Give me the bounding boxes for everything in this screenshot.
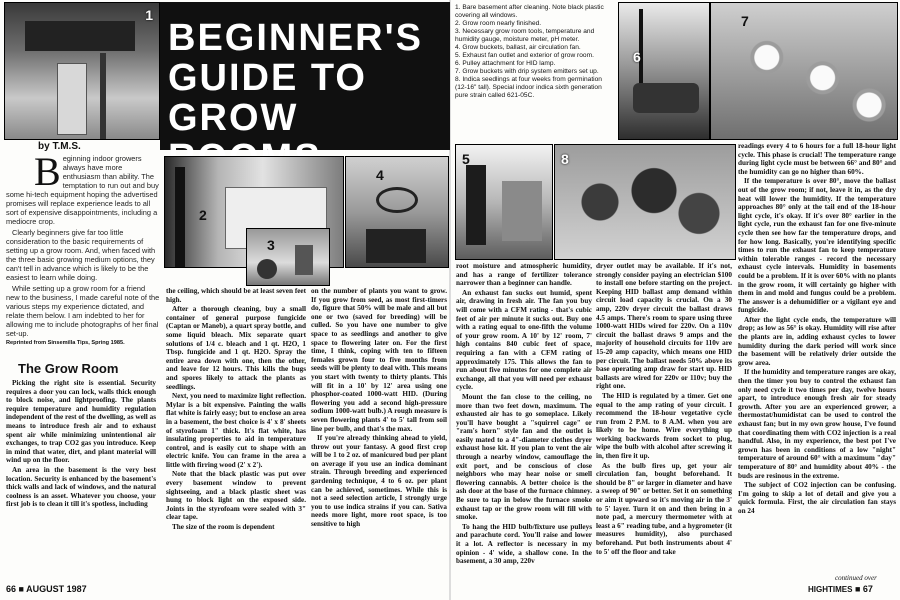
intro-paragraph-2: Clearly beginners give far too little consideration to the basic requirements of setting up a grow room. And, when faced with the three basic growing medium options, they can't tell in advance which is likely to be the easiest to learn while doing.	[6, 228, 156, 282]
photo-3-number: 3	[267, 237, 275, 253]
col6-paragraph-5: The subject of CO2 injection can be confusing. I'm going to skip a lot of detail and give you a quick formula. First, the air circulation fan stays on 24	[738, 481, 896, 515]
col5-paragraph-2: The HID is regulated by a timer. Get one equal to the amp rating of your circuit. I recommend the 18-hour vegetative cycle run from 2 P.M. to 8 A.M. when you are likely to be home. Wire everything up working backwards from socket to plug, wipe the bulb with alcohol after screwing it in, then fire it up.	[596, 391, 732, 461]
drop-cap: B	[34, 149, 61, 194]
photo-6	[618, 2, 710, 140]
col1-paragraph-2: An area in the basement is the very best location. Security is enhanced by the basement's thick walls and lack of windows, and the natural coolness is an asset. Whatever you choose, your first job is to clean it till it's spotless, including	[6, 465, 156, 509]
col2-paragraph-1: the ceiling, which should be at least seven feet high.	[166, 287, 306, 304]
headline-line-3: GROW	[168, 97, 299, 139]
col4-paragraph-3: Mount the fan close to the ceiling, no more than two feet down, maximum. The exhausted air has to go someplace. Likely you'll have bought a "squirrel cage" or "ram's horn" style fan and the outlet is easily mated to a 4"-diameter clothes dryer exhaust hose kit. If you plan to vent the air through a nearby window, camouflage the exit port, and be conscious of close neighbors who may hear noise or smell flowering cannabis. A better choice is the ash door at the base of the furnace chimney. Be sure to tap in below the furnace smoke exhaust tap or the grow room will fill with smoke.	[456, 392, 592, 522]
caption-7: 7. Grow buckets with drip system emitters set up.	[455, 68, 599, 75]
col4-paragraph-4: To hang the HID bulb/fixture use pulleys and parachute cord. You'll raise and lower it a lot. A reflector is necessary in my opinion - 4' wide, a shallow cone. In the basement, a 30 amp, 220v	[456, 522, 592, 566]
photo-8-number: 8	[561, 151, 569, 167]
col4-paragraph-1: root moisture and atmospheric humidity, and has a range of fertilizer tolerance narrower than a beginner can handle.	[456, 262, 592, 288]
body-column-6	[738, 142, 896, 580]
photo-caption-list	[455, 4, 615, 100]
col2-paragraph-4: Note that the black plastic was put over every basement window to prevent sightseeing, and a black plastic sheet was hung to block light on the exposed side. Joints in the styrofoam were sealed with 3" clear tape.	[166, 470, 306, 522]
col4-paragraph-2: An exhaust fan sucks out humid, spent air, drawing in fresh air. The fan you buy will come with a CFM rating - that's cubic feet of air per minute it sucks out. Buy one with a rating equal to one-fifth the volume of your grow room. A 10' by 12' room, 7' high contains 840 cubic feet of space, requiring a fan with a CFM rating of approximately 175. This allows the fan to run about five minutes for one complete air exchange, all that you will need per exhaust cycle.	[456, 288, 592, 392]
body-column-1	[6, 379, 156, 579]
photo-1-number: 1	[145, 7, 153, 23]
photo-6-number: 6	[633, 49, 641, 65]
body-column-4	[456, 262, 592, 580]
footer-right-mag: HIGHTIMES	[808, 585, 853, 594]
continued-note: continued over	[835, 574, 877, 582]
body-column-3	[311, 287, 447, 579]
photo-4	[345, 156, 449, 268]
headline-line-2: GUIDE TO	[168, 57, 367, 99]
footer-bullet-right: ■	[854, 584, 863, 594]
headline-line-1: BEGINNER'S	[168, 17, 423, 59]
intro-block	[6, 149, 160, 354]
photo-1	[4, 2, 160, 140]
reprint-note: Reprinted from Sinsemilla Tips, Spring 1985.	[6, 340, 125, 346]
caption-4: 4. Grow buckets, ballast, air circulation fan.	[455, 44, 581, 51]
footer-left	[6, 584, 87, 594]
col6-paragraph-4: If the humidity and temperature ranges are okay, then the timer you buy to control the exhaust fan only need cycle it two times per day, twelve hours apart, to introduce enough fresh air for steady growth. After you are an experienced grower, a thermostat/humidistat can be used to control the exhaust fan; but in my own grow house, I've found that coordinating them with CO2 injection is a real handful. Also, in my experience, the best pot I've grown has been in conditions of a low "night" temperature of around 60° with a maximum "day" temperature of 80° and humidity about 40% - the buds are resinous in the extreme.	[738, 368, 896, 480]
intro-paragraph-1: eginning indoor growers always have more enthusiasm than ability. The temptation to run out and buy some hi-tech equipment hoping the advertised promises will replace experience leads to all sort of expensive disappointments, including a mediocre crop.	[6, 154, 159, 226]
caption-1: 1. Bare basement after cleaning. Note black plastic covering all windows.	[455, 4, 604, 19]
photo-7-number: 7	[741, 13, 749, 29]
caption-2: 2. Grow room nearly finished.	[455, 20, 542, 27]
footer-right-page: 67	[862, 584, 873, 594]
photo-4-number: 4	[376, 167, 384, 183]
caption-5: 5. Exhaust fan outlet and exterior of grow room.	[455, 52, 594, 59]
footer-right	[808, 584, 873, 594]
photo-7	[710, 2, 898, 140]
photo-8	[554, 144, 736, 260]
footer-bullet: ■	[18, 584, 27, 594]
caption-3: 3. Necessary grow room tools, temperature and humidity gauge, moisture meter, pH meter.	[455, 28, 595, 43]
col6-paragraph-1: readings every 4 to 6 hours for a full 18-hour light cycle. This phase is crucial! The temperature range during light cycle must be between 66° and 80° and the humidity can go no higher than 60%.	[738, 142, 896, 176]
col1-paragraph-1: Picking the right site is essential. Security requires a door you can lock, walls thick enough to block noise, and lightproofing. The plants require temperature and humidity regulation independent of the rest of the dwelling, as well as means to introduce fresh air and to exhaust spent air while minimizing unintentional air exchanges, to trap CO2 gas you introduce. Keep in mind that water, dirt, and plant material will wind up on the floor.	[6, 379, 156, 465]
section-title: The Grow Room	[18, 361, 119, 376]
photo-5	[455, 144, 553, 260]
photo-3	[246, 228, 330, 286]
footer-left-page: 66	[6, 584, 17, 594]
body-column-5	[596, 262, 732, 580]
col5-paragraph-1: dryer outlet may be available. If it's not, strongly consider paying an electrician $100 to install one before starting on the project. Keeping HID ballast amp demand within circuit load capacity is crucial. On a 30 amp, 220v dryer circuit the ballast draws 4.5 amps. There's room to spare using three 1000-watt HIDs wired for 220v. On a 110v circuit the ballast draws 9 amps and the majority of household circuits for 110v are 15-20 amp capacity, which means one HID per circuit. The ballast needs 50% above its base operating amp draw for start up. HID ballasts are wired for 220v or 110v; buy the right one.	[596, 262, 732, 391]
photo-2-number: 2	[199, 207, 207, 223]
headline-panel	[160, 2, 450, 150]
caption-6: 6. Pulley attachment for HID lamp.	[455, 60, 556, 67]
col6-paragraph-2: If the temperature is over 80°, move the ballast out of the grow room; if not, leave it in, as the dry heat will lower the humidity. If the temperature approaches 80° only at the tail end of the 18-hour light cycle, it's okay. If it's over 80° earlier in the light cycle, run the exhaust fan for one five-minute cycle then see how far the temperature drops, and for how long. Basically, you're identifying specific times to run the exhaust fan to keep temperature within tolerable ranges - record the necessary exhaust cycle intervals. Humidity in basements could be a problem. If it is over 60% with no plants in the grow room, it will certainly go higher with them in and mold and fungus could be a problem. The answer is a dehumidifier or a vigilant eye and fungicide.	[738, 177, 896, 315]
photo-5-number: 5	[462, 151, 470, 167]
col2-paragraph-2: After a thorough cleaning, buy a small container of general purpose fungicide (Captan or Maneb), a quart spray bottle, and some liquid bleach. Mix separate quart solutions of 1/4 c. bleach and 1 qt. H2O, 1 Tbsp. fungicide and 1 qt. H2O. Spray the entire area down with one, then the other, and leave for 12 hours. This kills the bugs and spores likely to attack the plants as seedlings.	[166, 305, 306, 391]
intro-paragraph-3: While setting up a grow room for a friend new to the business, I made careful note of the various steps my experience dictated, and relate them below. I am indebted to her for allowing me to include photographs of her final set-up.	[6, 284, 160, 338]
col2-paragraph-3: Next, you need to maximize light reflection. Mylar is a bit expensive. Painting the walls flat white is fairly easy; but to enclose an area in a basement, the best choice is 4' x 8' sheets of styrofoam 1" thick. It's flat white, has insulating properties to aid in temperature control, and is easily cut to shape with an electric knife. You can frame in the area a little with firring wood (2' x 2').	[166, 392, 306, 469]
col6-paragraph-3: After the light cycle ends, the temperature will drop; as low as 56° is okay. Humidity will rise after the plants are in, adding exhaust cycles to lower humidity during the dark period will work since the basement will be relatively drier outside the grow area.	[738, 315, 896, 367]
byline: by T.M.S.	[38, 141, 81, 152]
caption-8: 8. Indica seedlings at four weeks from germination (12-16" tall). Special indoor indica sixth generation pure strain called 621-05C.	[455, 76, 602, 99]
col5-paragraph-3: As the bulb fires up, get your air circulation fan, bought beforehand. It should be 8" or larger in diameter and have a sweep of 90" or better. Set it on something or aim it upward so it's moving air in the 3' to 5' layer. Turn it on and then bring in a note pad, a mercury thermometer with at least a 6" reading tube, and a hygrometer (it measures humidity), also purchased beforehand. Put both instruments about 4' to 5' off the floor and take	[596, 461, 732, 556]
col3-paragraph-2: If you're already thinking ahead to yield, throw out your fantasy. A good first crop will be 1 to 2 oz. of manicured bud per plant on average if you use an indica dominant strain. Through breeding and experienced gardening technique, 4 to 6 oz. per plant can be achieved, sometimes. While this is not a seed selection article, I strongly urge you to use indica strains if you can. Sativa needs more light, more root space, is too sensitive to high	[311, 434, 447, 529]
col2-paragraph-5: The size of the room is dependent	[172, 523, 275, 532]
intro-text	[6, 149, 160, 338]
col3-paragraph-1: on the number of plants you want to grow. If you grow from seed, as most first-timers do, figure that 50% will be male and all but one or two (saved for breeding) will be culled. So you have one number to give space to as seedlings and another to give space to flowering later on. For the first time, I think, coping with ten to fifteen females grown four to five months from seeds will be plenty to deal with. This means you start with twenty to thirty plants. This will fit in a 10' by 12' area using one phosphor-coated 1000-watt HID. (During flowering you add a second high-pressure sodium 1000-watt bulb.) A rough measure is seven flowering plants 4' to 5' tall from soil line per bulb, and that's the max.	[311, 287, 447, 433]
body-column-2	[166, 287, 306, 579]
footer-left-month: AUGUST 1987	[26, 584, 87, 594]
